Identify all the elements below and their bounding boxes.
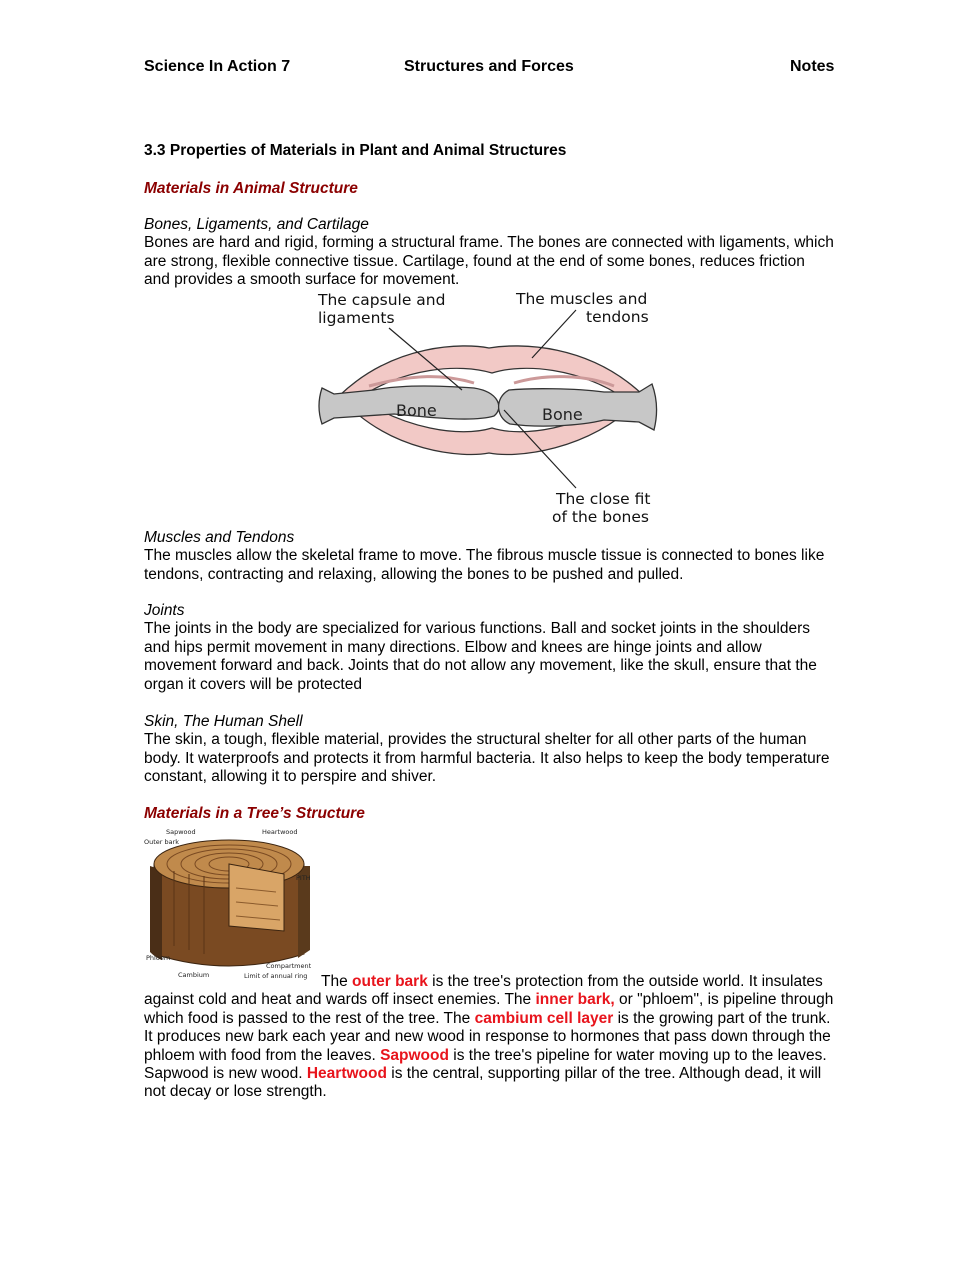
tree-diagram bbox=[144, 826, 320, 982]
tree-label-outer-bark: Outer bark bbox=[144, 838, 180, 846]
label-fit-1: The close fit bbox=[556, 490, 651, 508]
term-cambium: cambium cell layer bbox=[474, 1009, 614, 1027]
tree-label-pith: PITH bbox=[296, 874, 311, 882]
bones-title: Bones, Ligaments, and Cartilage bbox=[144, 216, 369, 233]
section-title: 3.3 Properties of Materials in Plant and Animal Structures bbox=[144, 142, 567, 159]
tree-label-phloem: Phloem bbox=[146, 954, 171, 962]
label-capsule-2: ligaments bbox=[318, 309, 395, 327]
tree-label-compartment: Compartment bbox=[266, 962, 312, 970]
label-capsule-1: The capsule and bbox=[318, 291, 446, 309]
tree-label-annual-ring: Limit of annual ring bbox=[244, 972, 308, 980]
term-sapwood: Sapwood bbox=[380, 1046, 449, 1064]
term-heartwood: Heartwood bbox=[306, 1065, 387, 1083]
skin-section bbox=[144, 713, 834, 787]
tree-text-3: or "phloem", is pipeline through which food is passed to the rest of the tree. The bbox=[144, 991, 834, 1027]
tree-label-cambium: Cambium bbox=[178, 971, 210, 979]
tree-text-5: is the tree's pipeline for water moving up to the leaves. Sapwood is new wood. bbox=[144, 1046, 827, 1083]
bone-left-label: Bone bbox=[396, 401, 437, 420]
label-muscles-1: The muscles and bbox=[516, 290, 648, 308]
header-course: Science In Action 7 bbox=[144, 58, 291, 75]
tree-text-1: The bbox=[321, 973, 353, 990]
header-notes: Notes bbox=[790, 58, 835, 75]
joint-diagram bbox=[314, 288, 660, 528]
muscles-title: Muscles and Tendons bbox=[144, 529, 295, 546]
skin-text: The skin, a tough, flexible material, provides the structural shelter for all other parts of the human body. It waterproofs and protects it from harmful bacteria. It also helps to keep the body temperature constant, allowing it to perspire and shiver. bbox=[144, 731, 830, 786]
tree-label-heartwood: Heartwood bbox=[262, 828, 298, 836]
term-inner-bark: inner bark, bbox=[535, 991, 615, 1009]
joints-title: Joints bbox=[144, 602, 185, 619]
label-muscles-2: tendons bbox=[586, 308, 649, 326]
term-outer-bark: outer bark bbox=[352, 973, 428, 990]
animal-heading: Materials in Animal Structure bbox=[144, 180, 358, 197]
bone-right-label: Bone bbox=[542, 405, 583, 424]
muscles-section bbox=[144, 529, 834, 584]
tree-text bbox=[144, 973, 834, 1102]
tree-paragraph bbox=[144, 973, 834, 1102]
bones-text: Bones are hard and rigid, forming a structural frame. The bones are connected with ligaments, which are strong, flexible connective tissue. Cartilage, found at the end of some bones, reduces friction and provides a smooth surface for movement. bbox=[144, 234, 834, 289]
muscles-text: The muscles allow the skeletal frame to move. The fibrous muscle tissue is connected to bones like tendons, contracting and relaxing, allowing the bones to be pushed and pulled. bbox=[144, 547, 825, 583]
bones-section bbox=[144, 216, 834, 290]
tree-text-2: is the tree's protection from the outside world. It insulates against cold and heat and wards off insect enemies. The bbox=[144, 973, 823, 1009]
tree-label-sapwood: Sapwood bbox=[166, 828, 196, 836]
skin-title: Skin, The Human Shell bbox=[144, 713, 303, 730]
joints-section bbox=[144, 602, 834, 694]
tree-text-6: is the central, supporting pillar of the tree. Although dead, it will not decay or lose strength. bbox=[144, 1065, 822, 1101]
label-fit-2: of the bones bbox=[552, 508, 649, 526]
tree-heading: Materials in a Tree’s Structure bbox=[144, 805, 365, 822]
tree-text-4: is the growing part of the trunk. It produces new bark each year and new wood in response to hormones that pass down through the phloem with food from the leaves. bbox=[144, 1009, 831, 1064]
joints-text: The joints in the body are specialized for various functions. Ball and socket joints in the shoulders and hips permit movement in many directions. Elbow and knees are hinge joints and allow movement forward and back. Joints that do not allow any movement, like the skull, ensure that the organ it covers will be protected bbox=[144, 620, 817, 693]
header-unit: Structures and Forces bbox=[404, 58, 574, 75]
